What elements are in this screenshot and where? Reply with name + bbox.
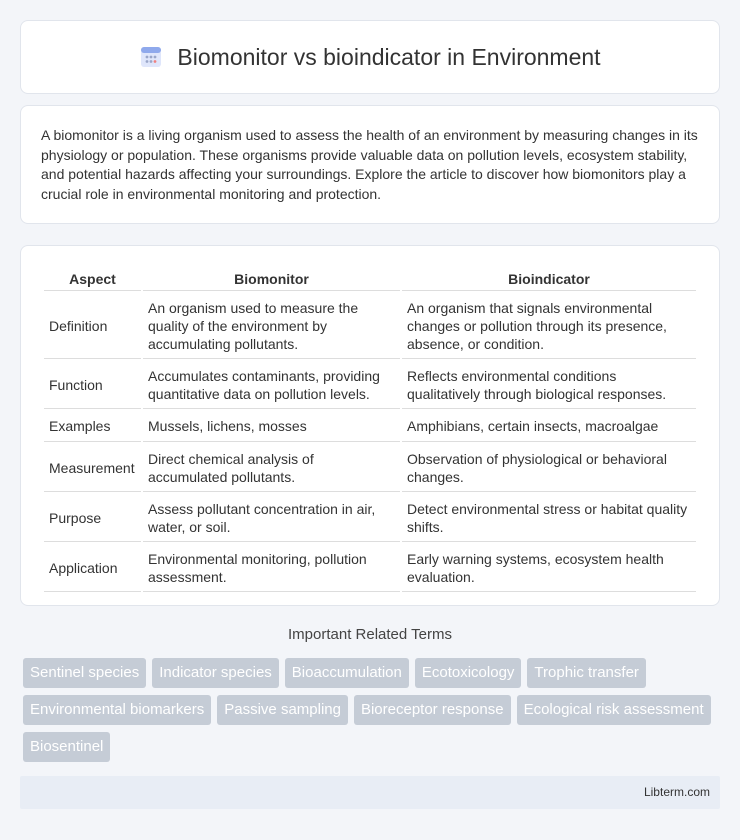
biomonitor-cell: Direct chemical analysis of accumulated pollutants. [143,444,400,492]
table-row [44,544,696,592]
document-grid-icon [139,45,163,69]
table-row [44,444,696,492]
intro-card [20,105,720,224]
intro-text: A biomonitor is a living organism used to assess the health of an environment by measuring changes in its physiology or population. These organisms provide valuable data on pollution levels, ecosystem stability, and potential hazards affecting your surroundings. Explore the article to discover how biomonitors play a crucial role in environmental monitoring and protection. [41,127,698,202]
aspect-cell: Function [44,361,141,409]
aspect-cell: Definition [44,293,141,359]
aspect-cell: Application [44,544,141,592]
table-row [44,411,696,442]
related-terms-title: Important Related Terms [288,626,452,643]
bioindicator-cell: An organism that signals environmental changes or pollution through its presence, absence, or condition. [402,293,696,359]
related-term-tag[interactable]: Passive sampling [217,695,348,725]
related-term-tag[interactable]: Trophic transfer [527,658,645,688]
aspect-cell: Examples [44,411,141,442]
related-term-tag[interactable]: Biosentinel [23,732,110,762]
aspect-cell: Measurement [44,444,141,492]
bioindicator-cell: Observation of physiological or behavioral changes. [402,444,696,492]
related-term-tag[interactable]: Indicator species [152,658,279,688]
related-term-tag[interactable]: Ecological risk assessment [517,695,711,725]
biomonitor-cell: Assess pollutant concentration in air, water, or soil. [143,494,400,542]
table-row [44,293,696,359]
title-card [20,20,720,94]
related-term-tag[interactable]: Bioreceptor response [354,695,511,725]
bioindicator-cell: Reflects environmental conditions qualitatively through biological responses. [402,361,696,409]
biomonitor-cell: Accumulates contaminants, providing quantitative data on pollution levels. [143,361,400,409]
comparison-table [42,266,698,594]
comparison-table-card [20,245,720,606]
related-term-tag[interactable]: Bioaccumulation [285,658,409,688]
column-header-aspect: Aspect [44,268,141,291]
table-header-row [44,268,696,291]
footer-site-link[interactable]: Libterm.com [643,785,710,799]
footer [20,776,720,809]
biomonitor-cell: An organism used to measure the quality of the environment by accumulating pollutants. [143,293,400,359]
biomonitor-cell: Mussels, lichens, mosses [143,411,400,442]
bioindicator-cell: Early warning systems, ecosystem health evaluation. [402,544,696,592]
column-header-bioindicator: Bioindicator [402,268,696,291]
related-term-tag[interactable]: Sentinel species [23,658,146,688]
bioindicator-cell: Detect environmental stress or habitat quality shifts. [402,494,696,542]
column-header-biomonitor: Biomonitor [143,268,400,291]
aspect-cell: Purpose [44,494,141,542]
bioindicator-cell: Amphibians, certain insects, macroalgae [402,411,696,442]
biomonitor-cell: Environmental monitoring, pollution assessment. [143,544,400,592]
table-row [44,361,696,409]
table-row [44,494,696,542]
page-title: Biomonitor vs bioindicator in Environment [177,43,601,70]
related-terms-list [23,658,717,762]
related-term-tag[interactable]: Environmental biomarkers [23,695,211,725]
related-term-tag[interactable]: Ecotoxicology [415,658,522,688]
